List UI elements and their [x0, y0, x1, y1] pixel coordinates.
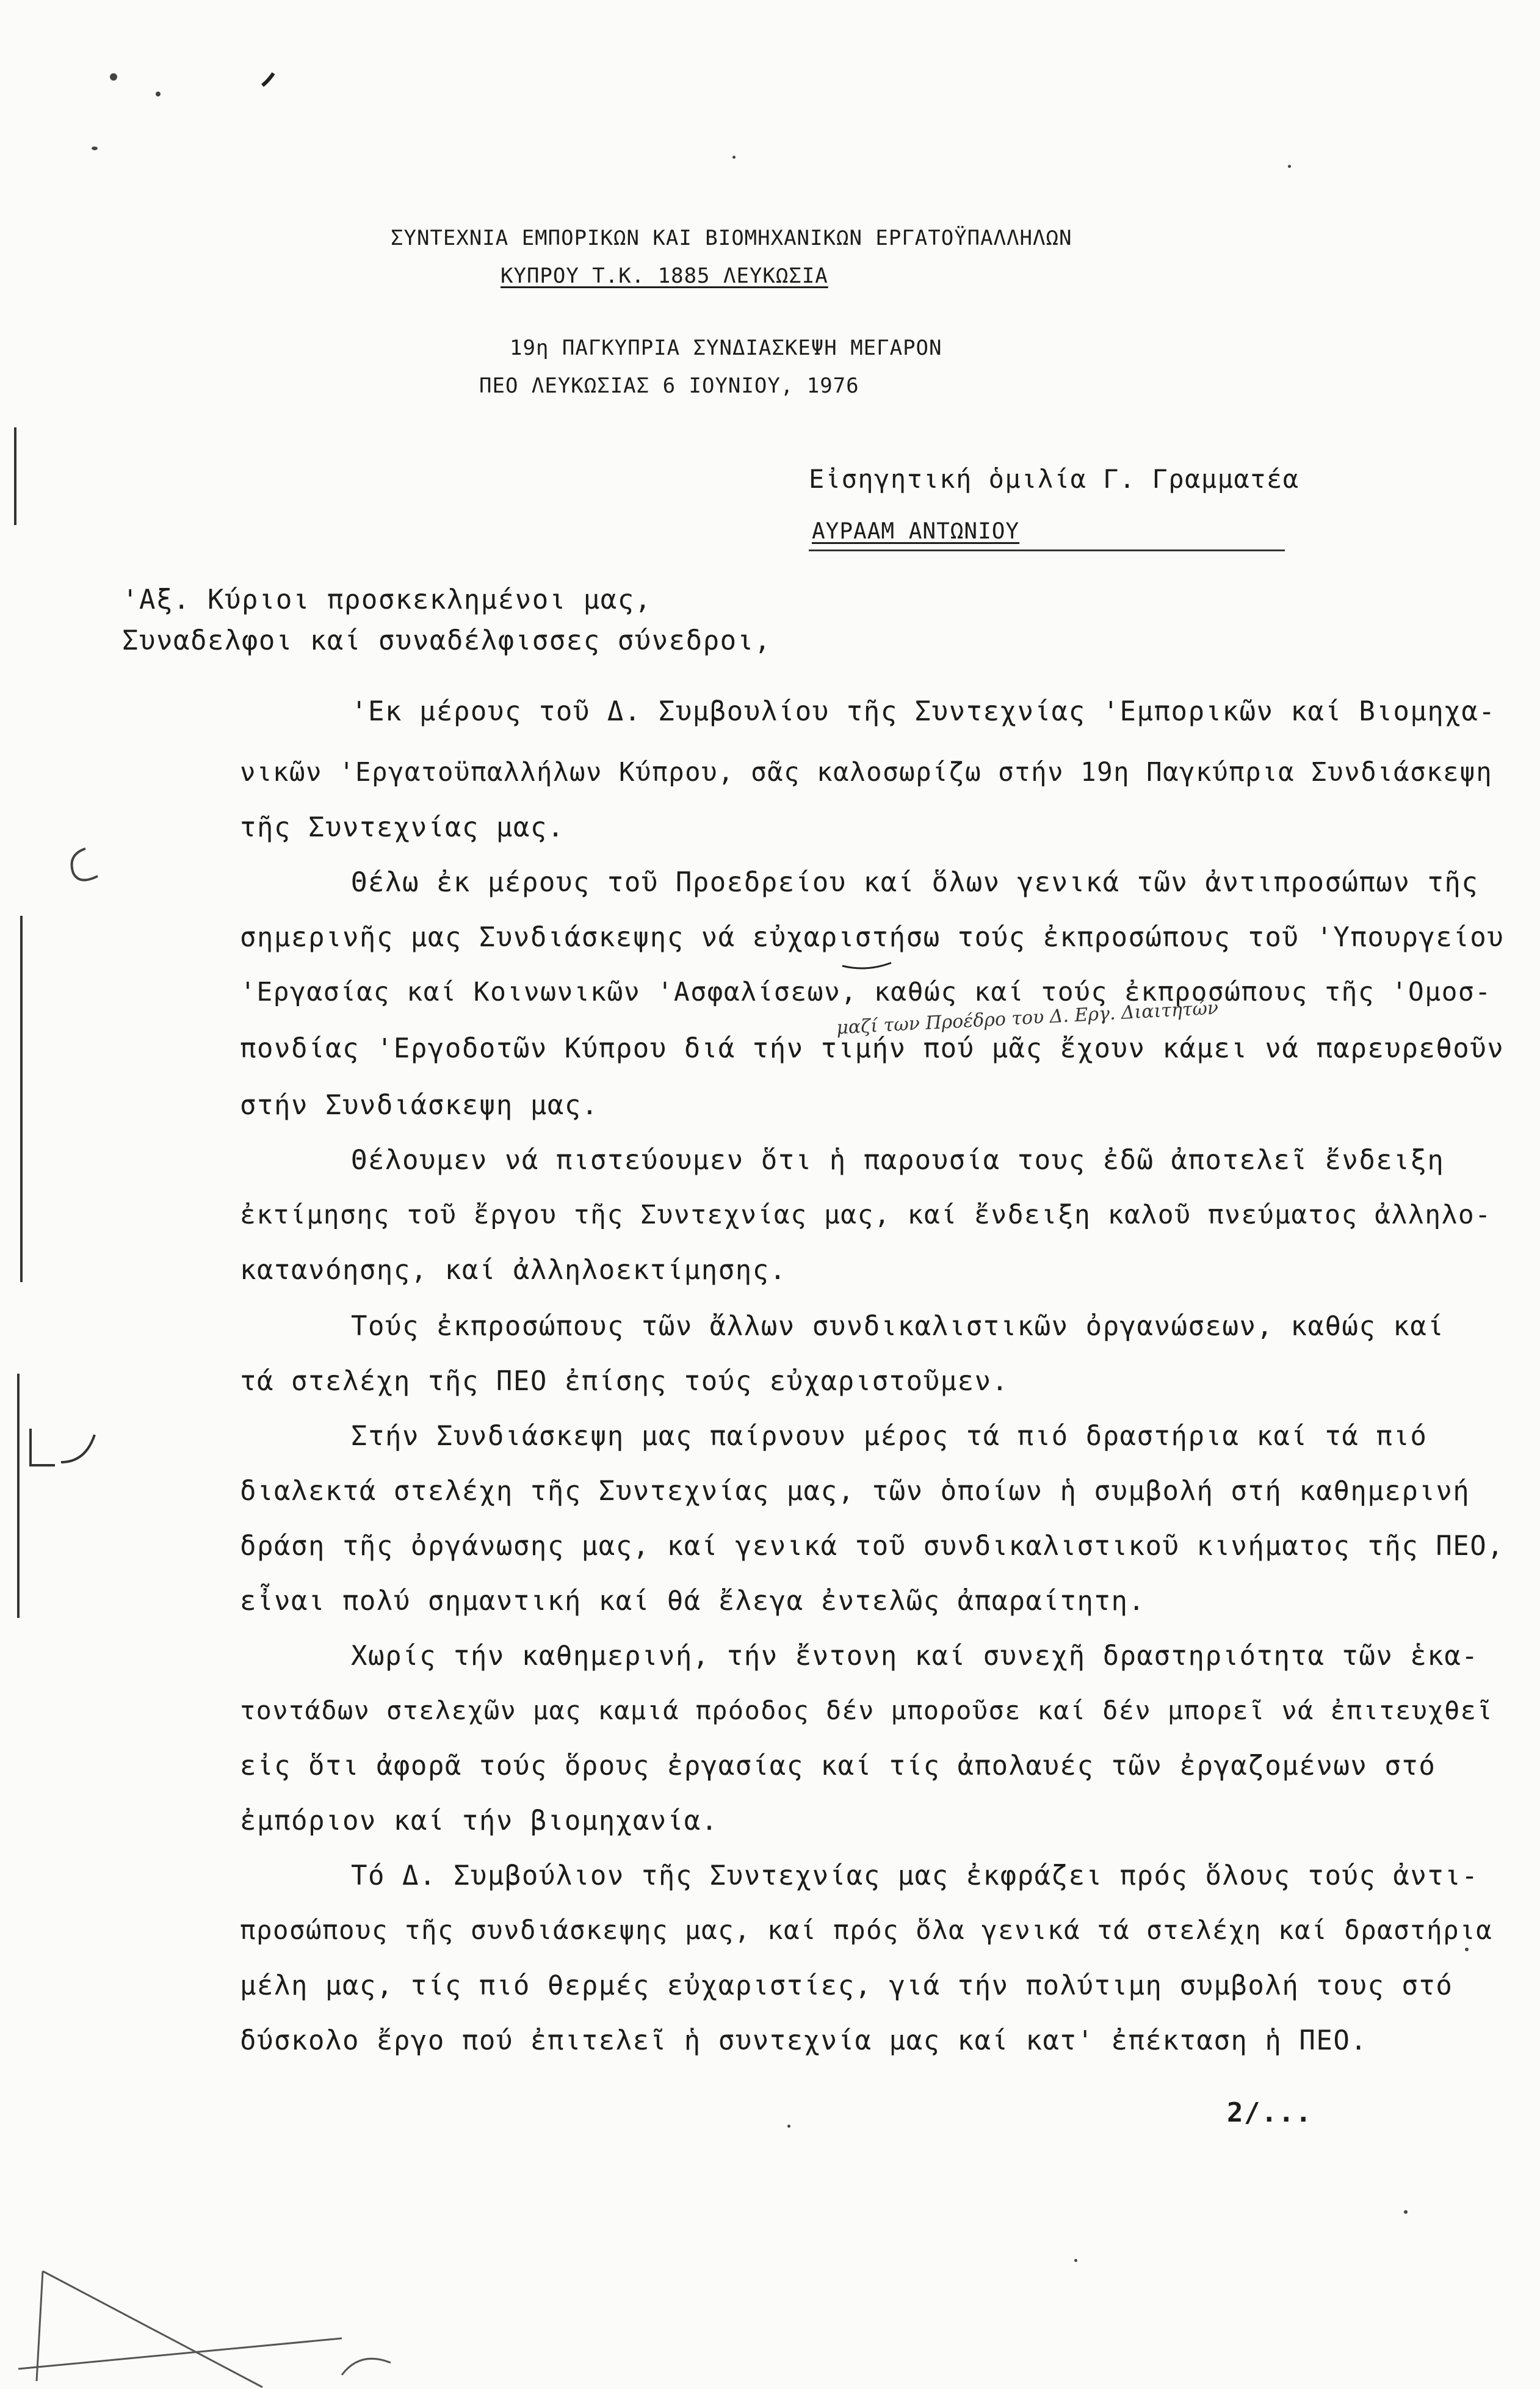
body-line: Στήν Συνδιάσκεψη μας παίρνουν μέρος τά πιό δραστήρια καί τά πιό — [351, 1421, 1428, 1452]
scan-mark-left-rule — [15, 427, 21, 1618]
speaker-name: ΑΥΡΑΑΜ ΑΝΤΩΝΙΟΥ — [812, 519, 1020, 544]
speaker-underline — [809, 549, 1285, 551]
scan-mark-top — [262, 73, 273, 85]
org-name-line2: ΚΥΠΡΟΥ Τ.Κ. 1885 ΛΕΥΚΩΣΙΑ — [501, 264, 828, 288]
scan-mark-bracket-mid — [31, 1429, 95, 1465]
body-line: πονδίας 'Εργοδοτῶν Κύπρου διά τήν τιμήν πού μᾶς ἔχουν κάμει νά παρευρεθοῦν — [240, 1033, 1505, 1064]
speck — [110, 73, 117, 81]
speck — [1404, 2210, 1408, 2214]
body-line: δράση τῆς ὀργάνωσης μας, καί γενικά τοῦ συνδικαλιστικοῦ κινήματος τῆς ΠΕΟ, — [240, 1531, 1505, 1562]
scan-mark-corner — [18, 2271, 342, 2387]
strike-line — [842, 963, 891, 968]
scan-mark-arc — [342, 2358, 391, 2375]
speck — [1074, 2259, 1077, 2262]
salutation-line1: 'Αξ. Κύριοι προσκεκλημένοι μας, — [122, 584, 652, 615]
body-line: Τό Δ. Συμβούλιον τῆς Συντεχνίας μας ἐκφράζει πρός ὅλους τούς ἀντι- — [351, 1860, 1479, 1891]
conference-title-line1: 19η ΠΑΓΚΥΠΡΙΑ ΣΥΝΔΙΑΣΚΕΨΗ ΜΕΓΑΡΟΝ — [510, 336, 942, 360]
page-continuation-marker: 2/... — [1227, 2097, 1312, 2128]
speck — [1465, 1948, 1469, 1951]
speck — [732, 156, 736, 159]
body-line: Χωρίς τήν καθημερινή, τήν ἔντονη καί συνεχῆ δραστηριότητα τῶν ἑκα- — [351, 1640, 1479, 1672]
body-line: ἐμπόριον καί τήν βιομηχανία. — [240, 1805, 718, 1836]
body-line: σημερινῆς μας Συνδιάσκεψης νά εὐχαριστήσω τούς ἐκπροσώπους τοῦ 'Υπουργείου — [240, 922, 1505, 953]
body-line: 'Εργασίας καί Κοινωνικῶν 'Ασφαλίσεων, καθώς καί τούς ἐκπροσώπους τῆς 'Ομοσ- — [240, 977, 1492, 1007]
body-line: Θέλω ἐκ μέρους τοῦ Προεδρείου καί ὅλων γενικά τῶν ἀντιπροσώπων τῆς — [351, 867, 1479, 898]
handwritten-annotation: μαζί των Προέδρο του Δ. Εργ. Διαιτητών — [836, 997, 1219, 1039]
body-line: διαλεκτά στελέχη τῆς Συντεχνίας μας, τῶν ὁποίων ἡ συμβολή στή καθημερινή — [240, 1476, 1470, 1507]
body-line: ἐκτίμησης τοῦ ἔργου τῆς Συντεχνίας μας, καί ἔνδειξη καλοῦ πνεύματος ἀλληλο- — [240, 1200, 1492, 1230]
scan-mark-bracket-left — [72, 849, 98, 880]
body-line: 'Εκ μέρους τοῦ Δ. Συμβουλίου τῆς Συντεχνίας 'Εμπορικῶν καί Βιομηχα- — [351, 696, 1496, 727]
body-line: Θέλουμεν νά πιστεύουμεν ὅτι ἡ παρουσία τους ἐδῶ ἀποτελεῖ ἔνδειξη — [351, 1145, 1445, 1176]
body-line: νικῶν 'Εργατοϋπαλλήλων Κύπρου, σᾶς καλοσωρίζω στήν 19η Παγκύπρια Συνδιάσκεψη — [240, 757, 1493, 787]
body-line: κατανόησης, καί ἀλληλοεκτίμησης. — [240, 1255, 787, 1286]
org-name-line1: ΣΥΝΤΕΧΝΙΑ ΕΜΠΟΡΙΚΩΝ ΚΑΙ ΒΙΟΜΗΧΑΝΙΚΩΝ ΕΡΓΑΤΟΫΠΑΛΛΗΛΩΝ — [391, 226, 1072, 250]
speck — [787, 2125, 790, 2128]
body-line: τά στελέχη τῆς ΠΕΟ ἐπίσης τούς εὐχαριστοῦμεν. — [240, 1366, 1009, 1397]
speck — [156, 92, 161, 96]
body-line: στήν Συνδιάσκεψη μας. — [240, 1090, 599, 1121]
body-line: μέλη μας, τίς πιό θερμές εὐχαριστίες, γιά τήν πολύτιμη συμβολή τους στό — [240, 1970, 1453, 2001]
conference-title-line2: ΠΕΟ ΛΕΥΚΩΣΙΑΣ 6 ΙΟΥΝΙΟΥ, 1976 — [479, 374, 859, 398]
speaker-title: Εἰσηγητική ὁμιλία Γ. Γραμματέα — [809, 464, 1300, 494]
body-line: τῆς Συντεχνίας μας. — [240, 812, 565, 843]
speck — [92, 147, 98, 150]
body-line: δύσκολο ἔργο πού ἐπιτελεῖ ἡ συντεχνία μας καί κατ' ἐπέκταση ἡ ΠΕΟ. — [240, 2025, 1368, 2056]
body-line: εἶναι πολύ σημαντική καί θά ἔλεγα ἐντελῶς ἀπαραίτητη. — [240, 1586, 1146, 1617]
body-line: εἰς ὅτι ἀφορᾶ τούς ὅρους ἐργασίας καί τίς ἀπολαυές τῶν ἐργαζομένων στό — [240, 1750, 1436, 1782]
speck — [1288, 165, 1291, 168]
salutation-line2: Συναδελφοι καί συναδέλφισσες σύνεδροι, — [122, 625, 772, 656]
body-line: Τούς ἐκπροσώπους τῶν ἄλλων συνδικαλιστικῶν ὀργανώσεων, καθώς καί — [351, 1311, 1445, 1342]
body-line: προσώπους τῆς συνδιάσκεψης μας, καί πρός ὅλα γενικά τά στελέχη καί δραστήρια — [240, 1915, 1493, 1945]
body-line: τοντάδων στελεχῶν μας καμιά πρόοδος δέν μποροῦσε καί δέν μπορεῖ νά ἐπιτευχθεῖ — [240, 1695, 1494, 1725]
